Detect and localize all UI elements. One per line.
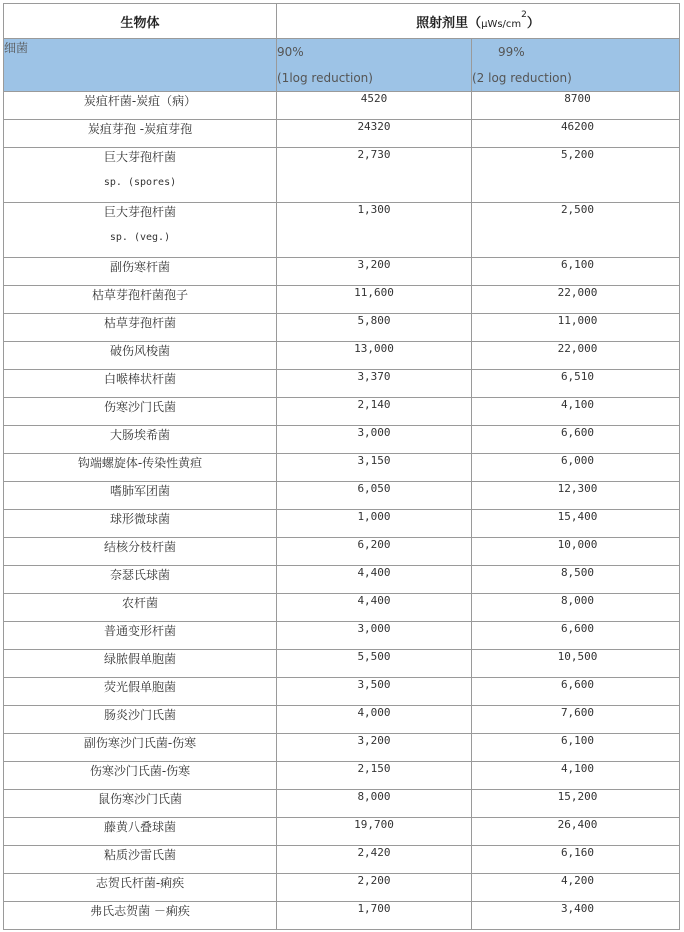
header-organism: 生物体 [4,4,277,39]
dose-90-cell: 2,420 [277,846,472,874]
dose-99-value: 6,000 [560,454,595,467]
dose-99-cell [472,510,680,538]
organism-name: 大肠埃希菌 [109,428,170,442]
organism-name: 破伤风梭菌 [109,344,170,358]
organism-name: 藤黄八叠球菌 [103,820,176,834]
organism-cell [4,622,277,650]
organism-name: 枯草芽孢杆菌 [103,316,176,330]
table-row [4,818,680,846]
table-row [4,370,680,398]
header-dose [277,4,680,39]
table-row [4,594,680,622]
dose-99-value: 26,400 [557,818,598,831]
dose-99-cell [472,426,680,454]
dose-99-value: 10,500 [557,650,598,663]
organism-cell [4,314,277,342]
organism-name: 巨大芽孢杆菌 [103,205,176,219]
dose-99-value: 6,600 [560,426,595,439]
section-row-bacteria [4,39,680,92]
organism-name: 炭疽芽孢 -炭疽芽孢 [87,122,193,136]
dose-99-cell [472,762,680,790]
section-label: 细菌 [4,39,277,92]
dose-99-cell [472,566,680,594]
dose-99-value: 8700 [564,92,591,105]
dose-90-cell: 4520 [277,92,472,120]
header-dose-prefix: 照射剂里（ [416,15,482,31]
dose-99-value: 4,200 [560,874,595,887]
organism-name: 副伤寒杆菌 [109,260,170,274]
organism-cell [4,342,277,370]
table-row [4,762,680,790]
organism-cell [4,454,277,482]
organism-name: 副伤寒沙门氏菌-伤寒 [83,736,197,750]
table-row [4,846,680,874]
dose-99-value: 12,300 [557,482,598,495]
dose-90-cell: 4,000 [277,706,472,734]
organism-cell [4,678,277,706]
dose-90-cell: 3,000 [277,426,472,454]
table-row [4,734,680,762]
dose-90-cell: 4,400 [277,594,472,622]
organism-name: 伤寒沙门氏菌-伤寒 [89,764,191,778]
header-row [4,4,680,39]
dose-90-cell: 11,600 [277,286,472,314]
organism-subtype: sp. (spores) [103,177,177,188]
dose-99-value: 22,000 [557,286,598,299]
organism-cell [4,874,277,902]
dose-99-cell [472,818,680,846]
dose-99-cell [472,286,680,314]
organism-name: 枯草芽孢杆菌孢子 [91,288,188,302]
organism-cell [4,790,277,818]
table-row [4,148,680,203]
organism-cell [4,286,277,314]
dose-99-value: 5,200 [560,148,595,161]
organism-cell [4,370,277,398]
dose-90-cell: 3,150 [277,454,472,482]
dose-99-value: 4,100 [560,398,595,411]
dose-99-value: 2,500 [560,203,595,216]
table-row [4,902,680,930]
organism-name: 粘质沙雷氏菌 [103,848,176,862]
organism-name: 钩端螺旋体-传染性黄疸 [77,456,203,470]
organism-name: 结核分枝杆菌 [103,540,176,554]
dose-99-cell [472,482,680,510]
dose-99-value: 3,400 [560,902,595,915]
table-row [4,92,680,120]
table-row [4,538,680,566]
dose-90-cell: 1,000 [277,510,472,538]
dose-90-cell: 1,300 [277,203,472,258]
table-row [4,342,680,370]
dose-99-value: 6,100 [560,734,595,747]
dose-99-cell [472,148,680,203]
uv-dose-table [3,3,680,930]
section-90-note: (1log reduction) [277,71,373,85]
organism-name: 球形微球菌 [109,512,170,526]
dose-90-cell: 3,500 [277,678,472,706]
dose-99-cell [472,846,680,874]
organism-cell [4,594,277,622]
organism-cell [4,426,277,454]
dose-99-value: 8,000 [560,594,595,607]
dose-99-value: 6,100 [560,258,595,271]
dose-90-cell: 24320 [277,120,472,148]
dose-90-cell: 3,370 [277,370,472,398]
organism-cell [4,650,277,678]
dose-99-value: 8,500 [560,566,595,579]
organism-cell [4,706,277,734]
dose-90-cell: 8,000 [277,790,472,818]
dose-99-cell [472,258,680,286]
dose-99-cell [472,706,680,734]
dose-99-cell [472,678,680,706]
table-row [4,566,680,594]
dose-90-cell: 2,150 [277,762,472,790]
dose-90-cell: 6,050 [277,482,472,510]
table-row [4,398,680,426]
organism-name: 志贺氏杆菌-痢疾 [95,876,185,890]
dose-90-cell: 4,400 [277,566,472,594]
table-row [4,203,680,258]
table-row [4,482,680,510]
dose-90-cell: 5,800 [277,314,472,342]
table-row [4,286,680,314]
header-dose-suffix: ） [526,15,540,31]
organism-name: 伤寒沙门氏菌 [103,400,176,414]
organism-cell [4,482,277,510]
dose-90-cell: 2,200 [277,874,472,902]
dose-99-value: 6,160 [560,846,595,859]
dose-99-cell [472,734,680,762]
dose-90-cell: 2,730 [277,148,472,203]
organism-name: 肠炎沙门氏菌 [103,708,176,722]
dose-99-cell [472,342,680,370]
organism-name: 普通变形杆菌 [103,624,176,638]
dose-99-cell [472,538,680,566]
section-99-cell [472,39,680,92]
header-dose-sup: 2 [521,10,527,21]
dose-99-value: 15,400 [557,510,598,523]
table-row [4,678,680,706]
dose-99-value: 46200 [560,120,595,133]
table-row [4,622,680,650]
table-row [4,510,680,538]
table-row [4,426,680,454]
table-row [4,258,680,286]
dose-99-value: 6,510 [560,370,595,383]
section-99-note: (2 log reduction) [472,71,572,85]
dose-90-cell: 3,200 [277,258,472,286]
section-99-label: 99% [498,45,525,59]
table-row [4,790,680,818]
organism-cell [4,92,277,120]
organism-name: 巨大芽孢杆菌 [103,150,176,164]
dose-99-value: 10,000 [557,538,598,551]
dose-99-cell [472,790,680,818]
organism-cell [4,148,277,203]
table-row [4,120,680,148]
organism-cell [4,120,277,148]
dose-99-cell [472,314,680,342]
organism-name: 奈瑟氏球菌 [109,568,170,582]
dose-99-cell [472,120,680,148]
organism-name: 弗氏志贺菌 －痢疾 [90,904,190,918]
organism-cell [4,762,277,790]
dose-99-cell [472,398,680,426]
organism-name: 荧光假单胞菌 [103,680,176,694]
dose-90-cell: 19,700 [277,818,472,846]
organism-cell [4,398,277,426]
dose-99-cell [472,650,680,678]
dose-99-value: 7,600 [560,706,595,719]
organism-cell [4,258,277,286]
header-dose-unit: μWs/cm [481,18,522,30]
dose-99-cell [472,203,680,258]
dose-90-cell: 3,200 [277,734,472,762]
dose-99-cell [472,370,680,398]
organism-name: 绿脓假单胞菌 [103,652,176,666]
organism-cell [4,734,277,762]
table-row [4,706,680,734]
organism-name: 嗜肺军团菌 [109,484,170,498]
dose-99-value: 6,600 [560,678,595,691]
dose-90-cell: 13,000 [277,342,472,370]
dose-99-cell [472,622,680,650]
dose-99-cell [472,902,680,930]
dose-99-value: 4,100 [560,762,595,775]
dose-99-value: 6,600 [560,622,595,635]
organism-name: 农杆菌 [121,596,158,610]
dose-90-cell: 1,700 [277,902,472,930]
dose-90-cell: 6,200 [277,538,472,566]
organism-name: 鼠伤寒沙门氏菌 [97,792,182,806]
organism-cell [4,818,277,846]
table-row [4,874,680,902]
dose-90-cell: 5,500 [277,650,472,678]
dose-99-cell [472,874,680,902]
organism-name: 白喉棒状杆菌 [103,372,176,386]
section-90-label: 90% [277,45,304,59]
dose-90-cell: 2,140 [277,398,472,426]
table-row [4,454,680,482]
dose-99-cell [472,92,680,120]
dose-99-cell [472,594,680,622]
section-90-cell [277,39,472,92]
organism-cell [4,846,277,874]
organism-name: 炭疽杆菌-炭疽（病） [83,94,197,108]
dose-99-cell [472,454,680,482]
organism-cell [4,538,277,566]
organism-cell [4,566,277,594]
dose-99-value: 22,000 [557,342,598,355]
organism-cell [4,203,277,258]
organism-subtype: sp. (veg.) [109,232,171,243]
dose-99-value: 15,200 [557,790,598,803]
dose-90-cell: 3,000 [277,622,472,650]
table-row [4,650,680,678]
dose-99-value: 11,000 [557,314,598,327]
table-row [4,314,680,342]
organism-cell [4,902,277,930]
organism-cell [4,510,277,538]
